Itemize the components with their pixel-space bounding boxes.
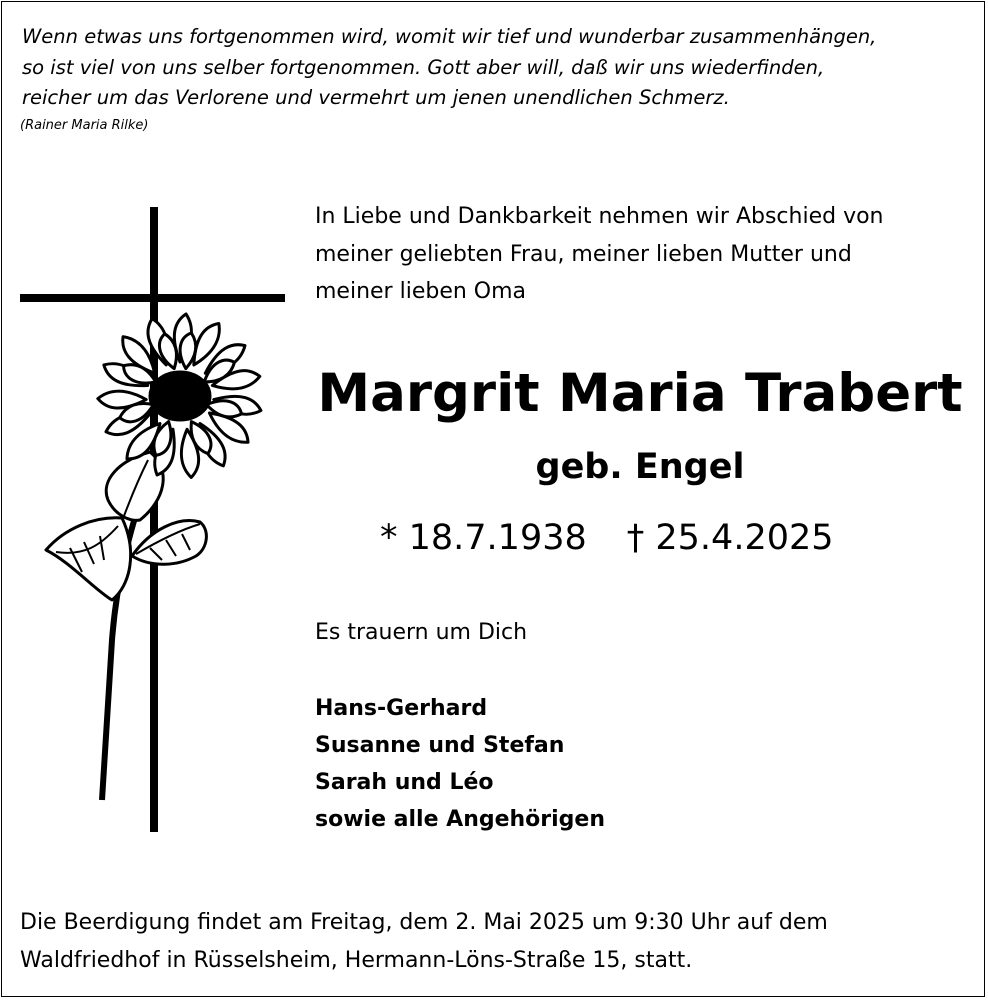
rilke-quote bbox=[22, 22, 876, 114]
mourning-intro: Es trauern um Dich bbox=[315, 620, 528, 645]
mourner-name: Susanne und Stefan bbox=[315, 733, 565, 758]
mourner-name: sowie alle Angehörigen bbox=[315, 807, 606, 832]
death-date: † 25.4.2025 bbox=[626, 518, 834, 558]
life-dates bbox=[380, 512, 834, 564]
funeral-line: Waldfriedhof in Rüsselsheim, Hermann-Löns-Straße 15, statt. bbox=[20, 948, 693, 973]
farewell-intro bbox=[315, 198, 884, 311]
cross-icon bbox=[20, 207, 285, 832]
cross-sunflower-emblem bbox=[0, 200, 300, 840]
deceased-name: Margrit Maria Trabert bbox=[317, 363, 963, 424]
intro-line: meiner lieben Oma bbox=[315, 279, 527, 304]
mourner-name: Sarah und Léo bbox=[315, 770, 494, 795]
maiden-name: geb. Engel bbox=[535, 447, 745, 487]
quote-line: so ist viel von uns selber fortgenommen. Gott aber will, daß wir uns wiederfinden, bbox=[22, 55, 825, 79]
funeral-details bbox=[20, 904, 828, 980]
mourner-name: Hans-Gerhard bbox=[315, 696, 488, 721]
quote-author: (Rainer Maria Rilke) bbox=[20, 118, 149, 133]
quote-line: reicher um das Verlorene und vermehrt um jenen unendlichen Schmerz. bbox=[22, 86, 730, 109]
funeral-line: Die Beerdigung findet am Freitag, dem 2. Mai 2025 um 9:30 Uhr auf dem bbox=[20, 910, 828, 935]
intro-line: In Liebe und Dankbarkeit nehmen wir Abschied von bbox=[315, 204, 884, 229]
birth-date: * 18.7.1938 bbox=[380, 518, 587, 558]
intro-line: meiner geliebten Frau, meiner lieben Mutter und bbox=[315, 241, 852, 267]
quote-line: Wenn etwas uns fortgenommen wird, womit wir tief und wunderbar zusammenhängen, bbox=[22, 25, 877, 48]
mourners-list bbox=[315, 690, 605, 838]
